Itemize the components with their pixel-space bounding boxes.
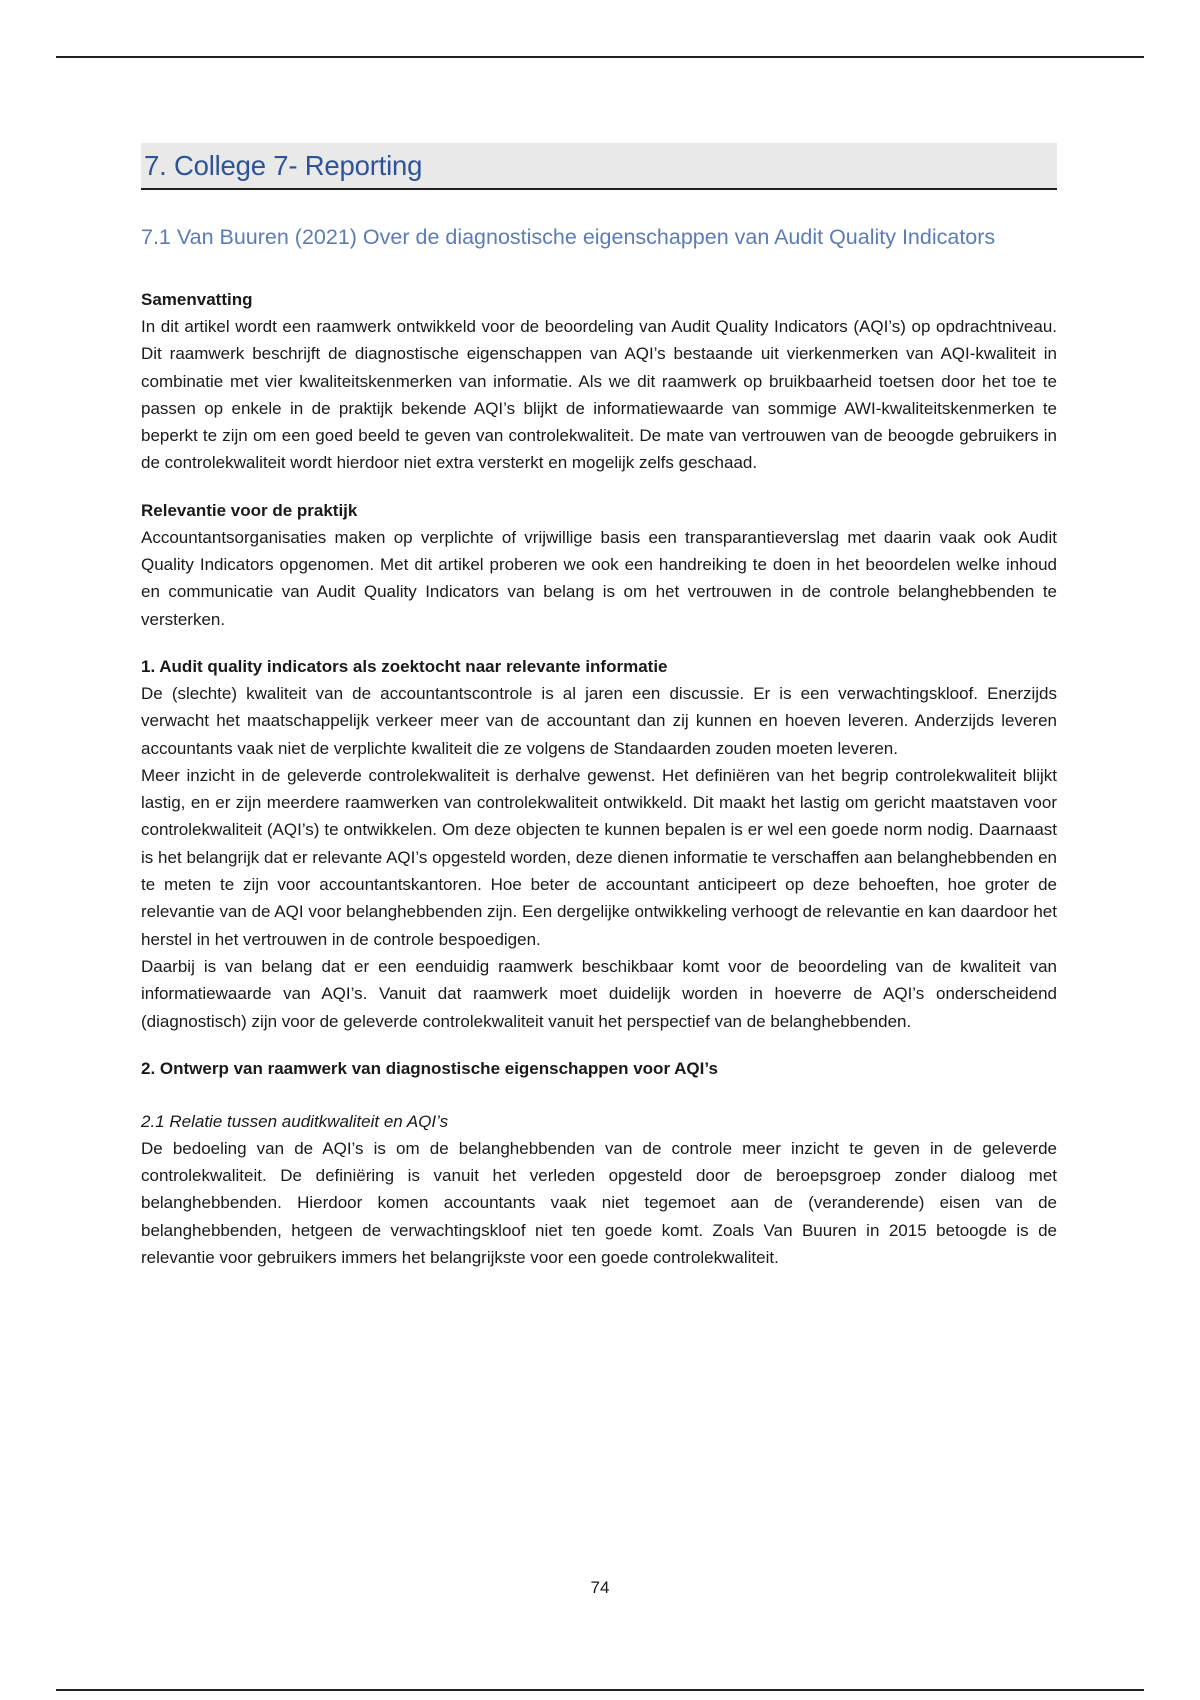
part1-paragraph-3: Daarbij is van belang dat er een eenduidig raamwerk beschikbaar komt voor de beoordeling van de kwaliteit van informatiewaarde van AQI’s. Vanuit dat raamwerk moet duidelijk worden in hoeverre de AQI’s onderscheidend (diagnostisch) zijn voor de geleverde controlekwaliteit vanuit het perspectief van de belanghebbenden.	[141, 956, 1057, 1031]
part1-paragraph-1: De (slechte) kwaliteit van de accountantscontrole is al jaren een discussie. Er is een verwachtingskloof. Enerzijds verwacht het maatschappelijk verkeer meer van de accountant dan zij kunnen en hoeven leveren. Anderzijds leveren accountants vaak niet de verplichte kwaliteit die ze volgens de Standaarden zouden moeten leveren.	[141, 683, 1057, 758]
header-rule	[56, 56, 1144, 58]
part1-paragraph-2: Meer inzicht in de geleverde controlekwaliteit is derhalve gewenst. Het definiëren van het begrip controlekwaliteit blijkt lastig, en er zijn meerdere raamwerken van controlekwaliteit ontwikkeld. Dit maakt het lastig om gericht maatstaven voor controlekwaliteit (AQI’s) te ontwikkelen. Om deze objecten te kunnen bepalen is er wel een goede norm nodig. Daarnaast is het belangrijk dat er relevante AQI’s opgesteld worden, deze dienen informatie te verschaffen aan belanghebbenden en te meten te zijn voor accountantskantoren. Hoe beter de accountant anticipeert op deze behoeften, hoe groter de relevantie van de AQI voor belanghebbenden zijn. Een dergelijke ontwikkeling verhoogt de relevantie en kan daardoor het herstel in het vertrouwen in de controle bespoedigen.	[141, 765, 1057, 949]
chapter-heading	[141, 143, 1057, 190]
relevantie-block	[141, 497, 1057, 633]
page-content	[141, 143, 1057, 1271]
part1-title: 1. Audit quality indicators als zoektocht naar relevante informatie	[141, 656, 668, 676]
chapter-title: 7. College 7- Reporting	[144, 149, 423, 181]
relevantie-title: Relevantie voor de praktijk	[141, 500, 358, 520]
part2-subtitle: 2.1 Relatie tussen auditkwaliteit en AQI’s	[141, 1111, 449, 1131]
footer-rule	[56, 1689, 1144, 1691]
section-heading: 7.1 Van Buuren (2021) Over de diagnostische eigenschappen van Audit Quality Indicators	[141, 225, 996, 249]
part2-block	[141, 1055, 1057, 1271]
part2-title: 2. Ontwerp van raamwerk van diagnostische eigenschappen voor AQI’s	[141, 1058, 718, 1078]
relevantie-paragraph: Accountantsorganisaties maken op verplichte of vrijwillige basis een transparantieverslag met daarin vaak ook Audit Quality Indicators opgenomen. Met dit artikel proberen we ook een handreiking te doen in het beoordelen welke inhoud en communicatie van Audit Quality Indicators van belang is om het vertrouwen in de controle belanghebbenden te versterken.	[141, 527, 1057, 629]
part2-paragraph: De bedoeling van de AQI’s is om de belanghebbenden van de controle meer inzicht te geven in de geleverde controlekwaliteit. De definiëring is vanuit het verleden opgesteld door de beroepsgroep zonder dialoog met belanghebbenden. Hierdoor komen accountants vaak niet tegemoet aan de (veranderende) eisen van de belanghebbenden, hetgeen de verwachtingskloof niet ten goede komt. Zoals Van Buuren in 2015 betoogde is de relevantie voor gebruikers immers het belangrijkste voor een goede controlekwaliteit.	[141, 1138, 1057, 1268]
page-number: 74	[590, 1578, 610, 1597]
samenvatting-block	[141, 286, 1057, 477]
samenvatting-title: Samenvatting	[141, 290, 253, 309]
part1-block	[141, 653, 1057, 1035]
samenvatting-paragraph: In dit artikel wordt een raamwerk ontwikkeld voor de beoordeling van Audit Quality Indicators (AQI’s) op opdrachtniveau. Dit raamwerk beschrijft de diagnostische eigenschappen van AQI’s bestaande uit vierkenmerken van AQI-kwaliteit in combinatie met vier kwaliteitskenmerken van informatie. Als we dit raamwerk op bruikbaarheid toetsen door het toe te passen op enkele in de praktijk bekende AQI’s blijkt de informatiewaarde van sommige AWI-kwaliteitskenmerken te beperkt te zijn om een goed beeld te geven van controlekwaliteit. De mate van vertrouwen van de beoogde gebruikers in de controlekwaliteit wordt hierdoor niet extra versterkt en mogelijk zelfs geschaad.	[141, 317, 1057, 473]
